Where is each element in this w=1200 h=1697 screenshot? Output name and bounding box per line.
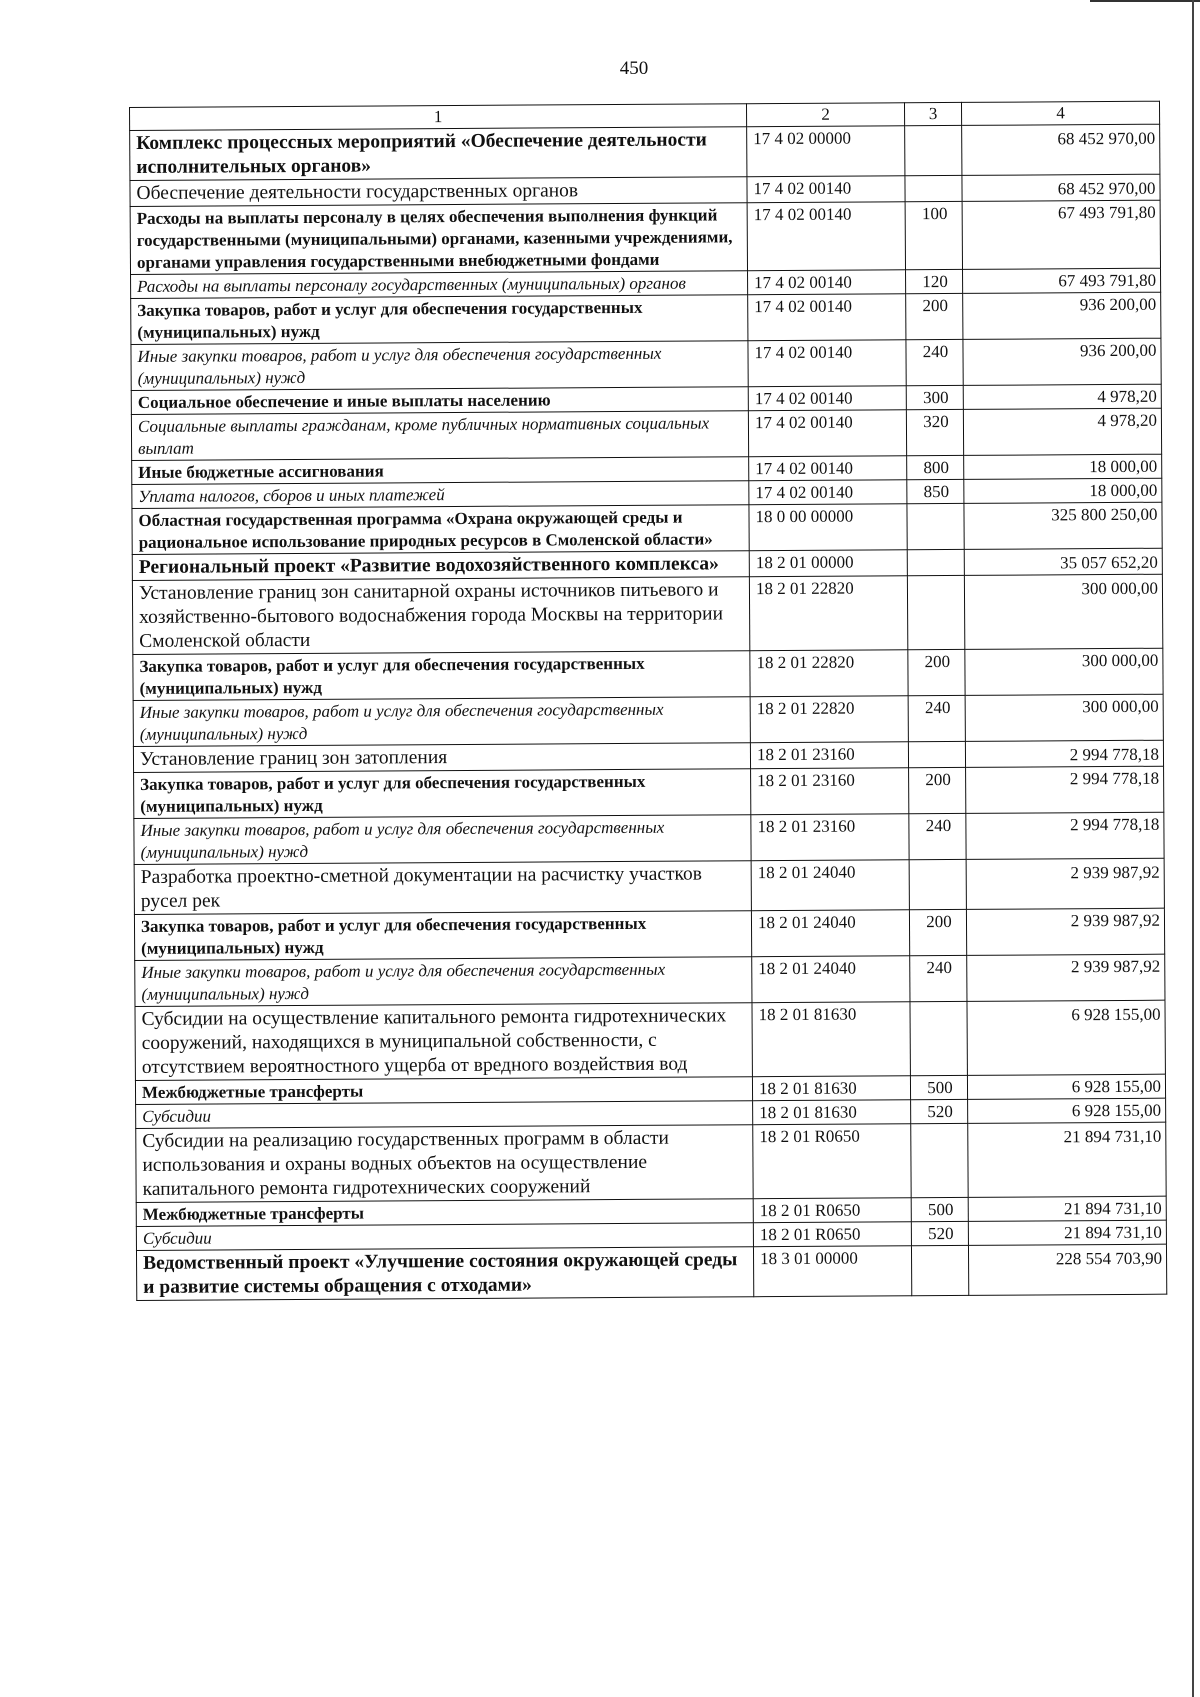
row-amount-cell: 936 200,00 [963,338,1161,385]
table-row [136,1244,1166,1300]
row-amount-cell: 6 928 155,00 [967,1000,1165,1075]
table-row [134,858,1164,914]
row-amount-cell: 300 000,00 [965,648,1163,695]
row-amount-cell: 2 939 987,92 [966,858,1164,909]
row-code-cell: 18 2 01 23160 [751,768,909,815]
row-code-cell: 17 4 02 00140 [747,176,905,203]
row-expense-type-cell [907,503,964,549]
row-amount-cell: 300 000,00 [964,574,1162,649]
row-expense-type-cell [911,1245,968,1295]
row-name-cell: Субсидии [136,1101,753,1129]
row-amount-cell: 21 894 731,10 [968,1122,1166,1197]
row-expense-type-cell: 200 [909,767,966,813]
row-expense-type-cell [905,175,962,201]
row-code-cell: 18 2 01 R0650 [753,1222,911,1247]
budget-table [129,101,1167,1301]
table-row [131,292,1161,344]
row-expense-type-cell: 240 [910,955,967,1001]
row-code-cell: 17 4 02 00140 [749,456,907,481]
row-amount-cell: 300 000,00 [965,694,1163,741]
row-code-cell: 18 2 01 23160 [750,742,908,769]
row-amount-cell: 228 554 703,90 [968,1244,1166,1295]
table-row [130,124,1160,180]
table-row [134,908,1164,960]
row-name-cell: Субсидии [136,1223,753,1251]
table-row [133,648,1163,700]
row-amount-cell: 2 939 987,92 [966,908,1164,955]
table-body [130,124,1167,1300]
row-code-cell: 17 4 02 00140 [748,340,906,387]
table-row [134,766,1164,818]
row-name-cell: Иные закупки товаров, работ и услуг для обеспечения государственных (муниципальных) нужд [131,341,748,391]
table-row [130,200,1160,274]
row-code-cell: 18 2 01 22820 [750,650,908,697]
row-code-cell: 18 2 01 00000 [749,550,907,577]
row-expense-type-cell: 120 [906,269,963,293]
row-code-cell: 17 4 02 00140 [748,410,906,457]
row-name-cell: Иные закупки товаров, работ и услуг для обеспечения государственных (муниципальных) нужд [135,957,752,1007]
scan-edge-top [1090,0,1200,2]
row-expense-type-cell: 240 [909,813,966,859]
row-amount-cell: 2 994 778,18 [966,812,1164,859]
row-amount-cell: 2 939 987,92 [967,954,1165,1001]
row-amount-cell: 67 493 791,80 [962,200,1160,269]
row-name-cell: Иные закупки товаров, работ и услуг для обеспечения государственных (муниципальных) нужд [133,697,750,747]
header-col-3: 3 [904,102,961,125]
row-code-cell: 18 2 01 22820 [749,576,907,651]
row-amount-cell: 325 800 250,00 [964,502,1162,549]
row-amount-cell: 35 057 652,20 [964,548,1162,575]
scan-edge-right [1192,0,1194,1697]
row-amount-cell: 68 452 970,00 [962,124,1160,175]
row-amount-cell: 67 493 791,80 [963,268,1161,293]
row-expense-type-cell: 520 [911,1221,968,1245]
header-col-1: 1 [130,104,747,131]
row-amount-cell: 4 978,20 [963,384,1161,409]
row-name-cell: Закупка товаров, работ и услуг для обеспечения государственных (муниципальных) нужд [133,651,750,701]
row-name-cell: Комплекс процессных мероприятий «Обеспечение деятельности исполнительных органов» [130,127,747,181]
row-amount-cell: 6 928 155,00 [967,1074,1165,1099]
row-code-cell: 18 2 01 81630 [752,1076,910,1101]
row-name-cell: Областная государственная программа «Охрана окружающей среды и рациональное использование природных ресурсов в Смоленской области» [132,505,749,555]
row-expense-type-cell: 520 [911,1099,968,1123]
row-name-cell: Расходы на выплаты персоналу государственных (муниципальных) органов [131,271,748,299]
row-name-cell: Региональный проект «Развитие водохозяйственного комплекса» [132,551,749,581]
row-amount-cell: 68 452 970,00 [962,174,1160,201]
row-amount-cell: 6 928 155,00 [968,1098,1166,1123]
row-code-cell: 18 2 01 R0650 [753,1124,911,1199]
table-row [131,338,1161,390]
row-code-cell: 18 2 01 22820 [750,696,908,743]
table-row [132,574,1162,654]
table-row [133,694,1163,746]
row-name-cell: Закупка товаров, работ и услуг для обеспечения государственных (муниципальных) нужд [134,911,751,961]
row-amount-cell: 21 894 731,10 [968,1220,1166,1245]
page-number: 450 [619,58,649,79]
row-name-cell: Установление границ зон затопления [133,743,750,773]
row-code-cell: 17 4 02 00140 [748,294,906,341]
row-expense-type-cell [905,125,962,175]
row-amount-cell: 936 200,00 [963,292,1161,339]
row-code-cell: 18 2 01 24040 [751,860,909,911]
table-row [135,1000,1165,1080]
row-code-cell: 18 2 01 24040 [752,956,910,1003]
table-row [132,502,1162,554]
table-row [135,954,1165,1006]
row-expense-type-cell: 850 [907,479,964,503]
row-code-cell: 17 4 02 00140 [748,270,906,295]
row-expense-type-cell: 240 [906,339,963,385]
row-name-cell: Уплата налогов, сборов и иных платежей [132,481,749,509]
row-code-cell: 17 4 02 00140 [747,202,905,271]
row-expense-type-cell [907,575,964,649]
row-expense-type-cell [907,549,964,575]
row-name-cell: Закупка товаров, работ и услуг для обеспечения государственных (муниципальных) нужд [134,769,751,819]
row-amount-cell: 2 994 778,18 [965,740,1163,767]
row-code-cell: 18 3 01 00000 [753,1246,911,1297]
header-col-4: 4 [961,101,1159,125]
row-code-cell: 17 4 02 00140 [748,386,906,411]
row-name-cell: Расходы на выплаты персоналу в целях обеспечения выполнения функций государственными (муниципальными) органами, казенными учреждениями, органами управления государственными внебюджетными фондами [130,203,747,275]
row-name-cell: Закупка товаров, работ и услуг для обеспечения государственных (муниципальных) нужд [131,295,748,345]
row-code-cell: 17 4 02 00140 [749,480,907,505]
row-expense-type-cell: 240 [908,695,965,741]
row-expense-type-cell: 200 [909,909,966,955]
row-code-cell: 18 2 01 24040 [751,910,909,957]
row-name-cell: Ведомственный проект «Улучшение состояния окружающей среды и развитие системы обращения с отходами» [136,1247,753,1301]
row-code-cell: 18 2 01 23160 [751,814,909,861]
row-expense-type-cell: 800 [907,455,964,479]
row-name-cell: Иные бюджетные ассигнования [132,457,749,485]
row-expense-type-cell: 500 [911,1197,968,1221]
row-amount-cell: 21 894 731,10 [968,1196,1166,1221]
row-expense-type-cell: 200 [908,649,965,695]
row-expense-type-cell: 200 [906,293,963,339]
row-name-cell: Субсидии на осуществление капитального ремонта гидротехнических сооружений, находящихся в муниципальной собственности, с отсутствием вероятностного ущерба от вредного воздействия вод [135,1003,752,1081]
row-code-cell: 18 2 01 R0650 [753,1198,911,1223]
row-amount-cell: 2 994 778,18 [966,766,1164,813]
row-name-cell: Иные закупки товаров, работ и услуг для обеспечения государственных (муниципальных) нужд [134,815,751,865]
row-name-cell: Субсидии на реализацию государственных программ в области использования и охраны водных объектов на осуществление капитального ремонта гидротехнических сооружений [136,1125,753,1203]
row-name-cell: Социальное обеспечение и иные выплаты населению [131,387,748,415]
row-code-cell: 17 4 02 00000 [747,126,905,177]
header-col-2: 2 [746,103,904,127]
table-row [131,408,1161,460]
row-expense-type-cell: 100 [905,201,962,269]
row-name-cell: Установление границ зон санитарной охраны источников питьевого и хозяйственно-бытового водоснабжения города Москвы на территории Смоленской области [132,577,749,655]
table-row [136,1122,1166,1202]
row-expense-type-cell: 500 [910,1075,967,1099]
row-expense-type-cell [908,741,965,767]
row-expense-type-cell: 320 [906,409,963,455]
row-name-cell: Обеспечение деятельности государственных органов [130,177,747,207]
row-name-cell: Межбюджетные трансферты [136,1199,753,1227]
row-name-cell: Социальные выплаты гражданам, кроме публичных нормативных социальных выплат [131,411,748,461]
row-amount-cell: 18 000,00 [964,478,1162,503]
row-expense-type-cell [911,1123,968,1197]
row-code-cell: 18 2 01 81630 [752,1002,910,1077]
row-name-cell: Разработка проектно-сметной документации на расчистку участков русел рек [134,861,751,915]
row-code-cell: 18 2 01 81630 [753,1100,911,1125]
row-name-cell: Межбюджетные трансферты [135,1077,752,1105]
row-code-cell: 18 0 00 00000 [749,504,907,551]
row-expense-type-cell [910,1001,967,1075]
row-expense-type-cell: 300 [906,385,963,409]
row-amount-cell: 4 978,20 [963,408,1161,455]
row-expense-type-cell [909,859,966,909]
table-row [134,812,1164,864]
row-amount-cell: 18 000,00 [964,454,1162,479]
